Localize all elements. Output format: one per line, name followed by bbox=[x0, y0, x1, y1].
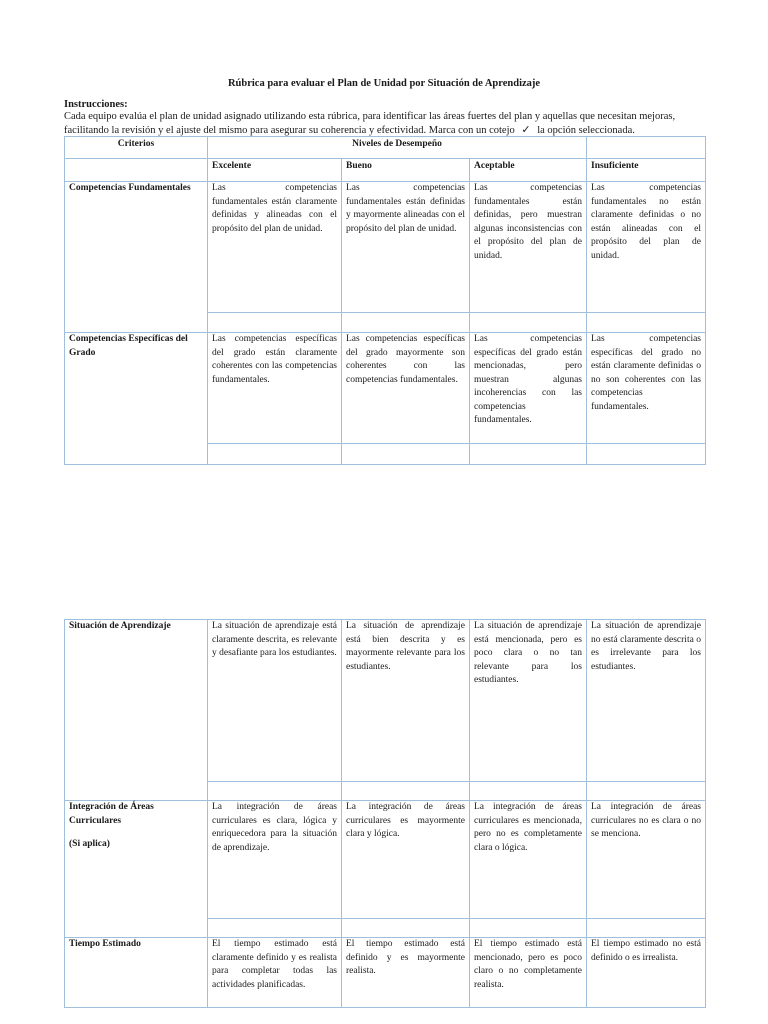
criterion-label: Situación de Aprendizaje bbox=[65, 620, 208, 801]
checkmark-cell[interactable] bbox=[342, 313, 470, 333]
criterion-cell bbox=[65, 801, 208, 938]
checkmark-cell[interactable] bbox=[470, 782, 587, 801]
descriptor-cell: La integración de áreas curriculares es mayormente clara y lógica. bbox=[342, 801, 470, 919]
descriptor-cell: La situación de aprendizaje está claramente descrita, es relevante y desafiante para los estudiantes. bbox=[208, 620, 342, 782]
checkmark-cell[interactable] bbox=[470, 919, 587, 938]
checkmark-icon: ✓ bbox=[521, 123, 531, 136]
descriptor-cell: La integración de áreas curriculares es mencionada, pero no es completamente clara o lógica. bbox=[470, 801, 587, 919]
instructions-body: Cada equipo evalúa el plan de unidad asignado utilizando esta rúbrica, para identificar las áreas fuertes del plan y aquellas que necesitan mejoras, facilitando la revisión y el ajuste del mismo para asegurar su coherencia y efectividad. Marca con un cotejo bbox=[64, 111, 676, 136]
checkmark-cell[interactable] bbox=[208, 444, 342, 465]
checkmark-cell[interactable] bbox=[587, 919, 706, 938]
descriptor-cell: La integración de áreas curriculares no es clara o no se menciona. bbox=[587, 801, 706, 919]
checkmark-cell[interactable] bbox=[342, 919, 470, 938]
descriptor-cell: Las competencias fundamentales están claramente definidas y alineadas con el propósito del plan de unidad. bbox=[208, 182, 342, 313]
level-header-insuficiente: Insuficiente bbox=[587, 159, 706, 182]
instructions-heading: Instrucciones: bbox=[64, 99, 128, 110]
criterion-label: Competencias Fundamentales bbox=[65, 182, 208, 333]
rubric-table-part2 bbox=[64, 619, 706, 1008]
criteria-header: Criterios bbox=[65, 137, 208, 159]
criterion-label: Competencias Específicas del Grado bbox=[65, 333, 208, 465]
level-header-aceptable: Aceptable bbox=[470, 159, 587, 182]
checkmark-cell[interactable] bbox=[342, 444, 470, 465]
empty-header-cell bbox=[587, 137, 706, 159]
level-header-excelente: Excelente bbox=[208, 159, 342, 182]
descriptor-cell: Las competencias fundamentales no están claramente definidas o no están alineadas con el propósito del plan de unidad. bbox=[587, 182, 706, 313]
descriptor-cell: El tiempo estimado está definido y es mayormente realista. bbox=[342, 938, 470, 1008]
descriptor-cell: Las competencias fundamentales están definidas y mayormente alineadas con el propósito del plan de unidad. bbox=[342, 182, 470, 313]
rubric-table-part1 bbox=[64, 136, 706, 465]
checkmark-cell[interactable] bbox=[587, 313, 706, 333]
checkmark-cell[interactable] bbox=[208, 919, 342, 938]
checkmark-cell[interactable] bbox=[470, 444, 587, 465]
checkmark-cell[interactable] bbox=[587, 444, 706, 465]
descriptor-cell: La integración de áreas curriculares es clara, lógica y enriquecedora para la situación de aprendizaje. bbox=[208, 801, 342, 919]
descriptor-cell: La situación de aprendizaje está mencionada, pero es poco clara o no tan relevante para los estudiantes. bbox=[470, 620, 587, 782]
document-title: Rúbrica para evaluar el Plan de Unidad por Situación de Aprendizaje bbox=[227, 78, 541, 89]
descriptor-cell: Las competencias específicas del grado están claramente coherentes con las competencias fundamentales. bbox=[208, 333, 342, 444]
instructions-text bbox=[64, 110, 714, 137]
descriptor-cell: Las competencias específicas del grado están mencionadas, pero muestran algunas incoherencias con las competencias fundamentales. bbox=[470, 333, 587, 444]
checkmark-cell[interactable] bbox=[208, 313, 342, 333]
descriptor-cell: El tiempo estimado no está definido o es irrealista. bbox=[587, 938, 706, 1008]
descriptor-cell: Las competencias específicas del grado mayormente son coherentes con las competencias fundamentales. bbox=[342, 333, 470, 444]
empty-criteria-subheader bbox=[65, 159, 208, 182]
descriptor-cell: Las competencias específicas del grado no están claramente definidas o no son coherentes con las competencias fundamentales. bbox=[587, 333, 706, 444]
checkmark-cell[interactable] bbox=[470, 313, 587, 333]
checkmark-cell[interactable] bbox=[342, 782, 470, 801]
descriptor-cell: La situación de aprendizaje está bien descrita y es mayormente relevante para los estudiantes. bbox=[342, 620, 470, 782]
descriptor-cell: Las competencias fundamentales están definidas, pero muestran algunas inconsistencias con el propósito del plan de unidad. bbox=[470, 182, 587, 313]
instructions-end: la opción seleccionada. bbox=[537, 125, 635, 136]
criterion-label: Tiempo Estimado bbox=[65, 938, 208, 1008]
descriptor-cell: El tiempo estimado está claramente definido y es realista para completar todas las actividades planificadas. bbox=[208, 938, 342, 1008]
criterion-label: Integración de Áreas Curriculares bbox=[69, 802, 154, 826]
descriptor-cell: La situación de aprendizaje no está claramente descrita o es irrelevante para los estudiantes. bbox=[587, 620, 706, 782]
checkmark-cell[interactable] bbox=[587, 782, 706, 801]
level-header-bueno: Bueno bbox=[342, 159, 470, 182]
checkmark-cell[interactable] bbox=[208, 782, 342, 801]
criterion-note: (Si aplica) bbox=[69, 839, 110, 849]
descriptor-cell: El tiempo estimado está mencionado, pero es poco claro o no completamente realista. bbox=[470, 938, 587, 1008]
levels-header: Niveles de Desempeño bbox=[208, 137, 587, 159]
